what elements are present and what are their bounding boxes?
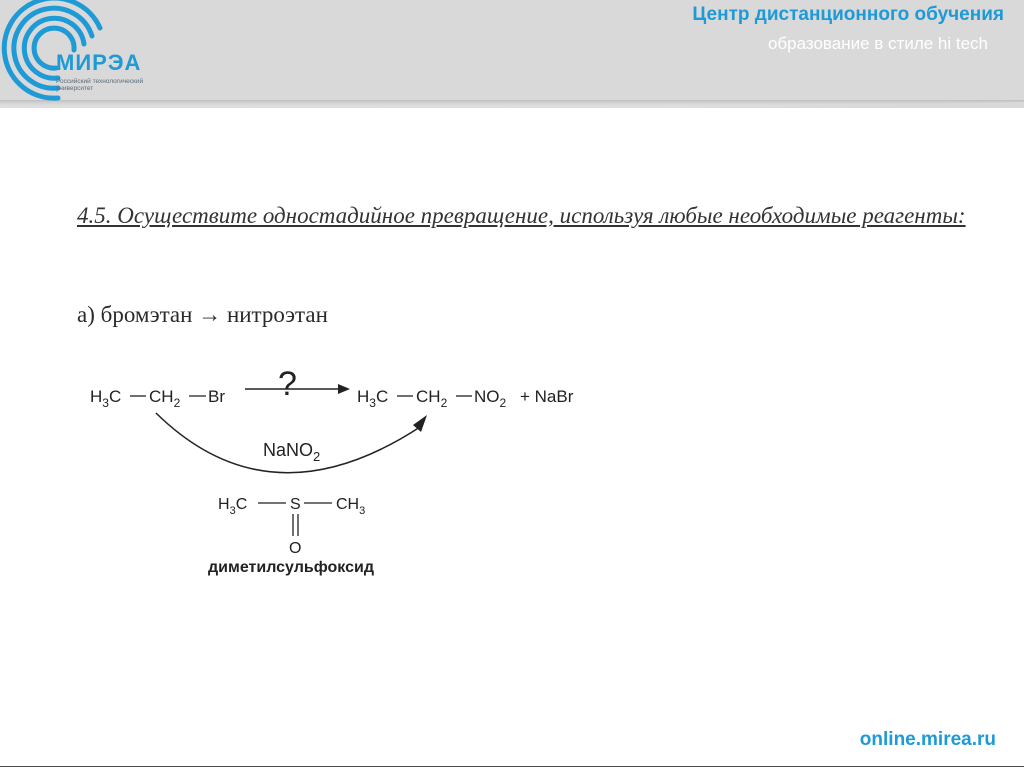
svg-text:CH3: $CH_3$ — [336, 496, 366, 517]
reaction-arrow — [245, 365, 350, 403]
svg-text:H3C: $H_3C$ — [90, 387, 122, 410]
dmso-label: диметилсульфоксид — [208, 559, 374, 576]
svg-text:H3C: $H_3C$ — [218, 496, 248, 517]
task-title: 4.5. Осуществите одностадийное превращение, используя любые необходимые реагенты: — [77, 203, 966, 228]
dmso-structure — [218, 496, 365, 557]
svg-text:CH2: $CH_2$ — [416, 387, 448, 410]
task-part-a: а) бромэтан → нитроэтан — [77, 302, 328, 327]
svg-text:+ NaBr: + NaBr — [520, 387, 574, 406]
footer-url[interactable]: online.mirea.ru — [859, 729, 996, 750]
product-formula — [357, 387, 574, 410]
svg-text:O: O — [289, 540, 302, 557]
reagent-nano2: NaNO$_2$ — [263, 440, 321, 464]
svg-text:NO2: $NO_2$ — [474, 387, 507, 410]
reaction-scheme — [70, 355, 630, 585]
mirea-logo — [0, 0, 190, 112]
logo-subtitle: Российский технологический университет — [56, 78, 144, 92]
svg-text:H3C: $H_3C$ — [357, 387, 389, 410]
logo-text: МИРЭА — [56, 50, 142, 75]
reactant-formula — [90, 387, 225, 410]
header-subtitle: образование в стиле hi tech — [767, 34, 988, 53]
header-title: Центр дистанционного обучения — [692, 4, 1004, 25]
svg-text:S: S — [290, 496, 301, 513]
svg-text:Br: Br — [208, 387, 225, 406]
question-mark: ? — [278, 365, 297, 403]
svg-text:CH2: $CH_2$ — [149, 387, 181, 410]
